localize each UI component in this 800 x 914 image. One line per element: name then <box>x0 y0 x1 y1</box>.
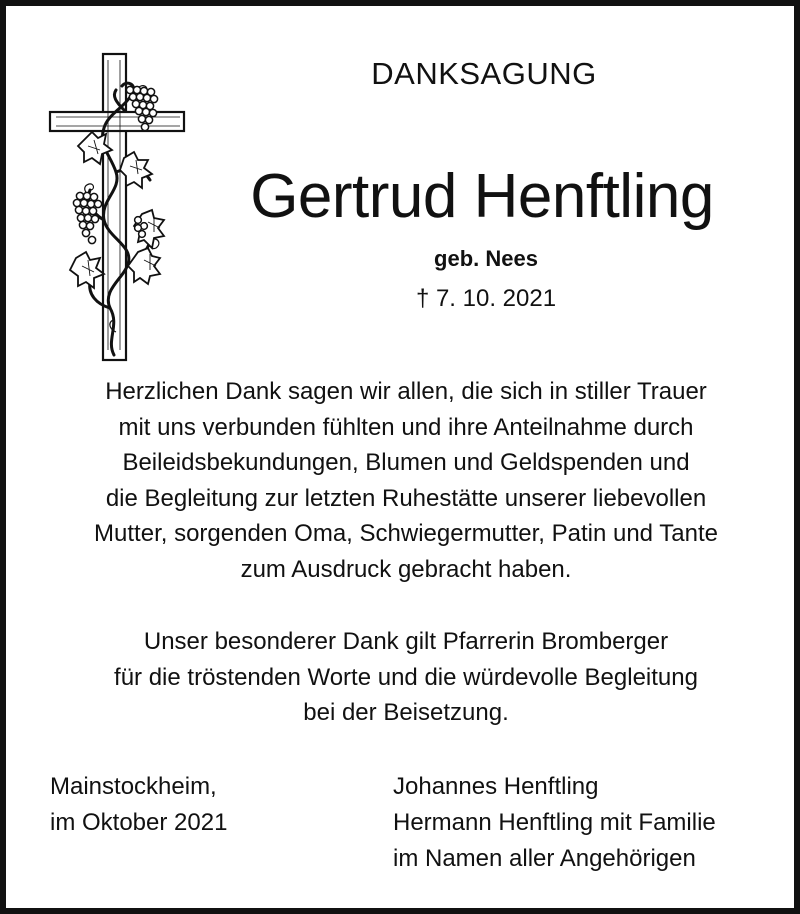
gratitude-line: die Begleitung zur letzten Ruhestätte unserer liebevollen <box>105 484 707 512</box>
signer-line: im Namen aller Angehörigen <box>393 845 696 872</box>
death-date: † 7. 10. 2021 <box>415 285 557 312</box>
gratitude-line: mit uns verbunden fühlten und ihre Anteilnahme durch <box>118 413 694 441</box>
place-and-date <box>50 769 227 841</box>
gratitude-line: zum Ausdruck gebracht haben. <box>240 555 572 583</box>
special-thanks-line: bei der Beisetzung. <box>303 699 509 726</box>
notice-heading: DANKSAGUNG <box>371 56 597 91</box>
special-thanks-line: für die tröstenden Worte und die würdevolle Begleitung <box>114 663 698 691</box>
signer-line: Hermann Henftling mit Familie <box>393 809 716 836</box>
deceased-name: Gertrud Henftling <box>250 162 714 231</box>
signers-block <box>393 769 716 877</box>
date-line: im Oktober 2021 <box>50 809 228 836</box>
special-thanks-paragraph <box>26 624 786 731</box>
cross-with-grapevine-icon <box>46 50 188 362</box>
signer-line: Johannes Henftling <box>393 773 599 800</box>
place-line: Mainstockheim, <box>50 773 217 800</box>
gratitude-line: Mutter, sorgenden Oma, Schwiegermutter, Patin und Tante <box>94 520 718 547</box>
gratitude-line: Beileidsbekundungen, Blumen und Geldspenden und <box>122 449 690 476</box>
gratitude-line: Herzlichen Dank sagen wir allen, die sich in stiller Trauer <box>105 378 707 405</box>
birth-name: geb. Nees <box>434 246 538 271</box>
gratitude-paragraph <box>26 374 786 587</box>
special-thanks-line: Unser besonderer Dank gilt Pfarrerin Bromberger <box>143 628 669 655</box>
